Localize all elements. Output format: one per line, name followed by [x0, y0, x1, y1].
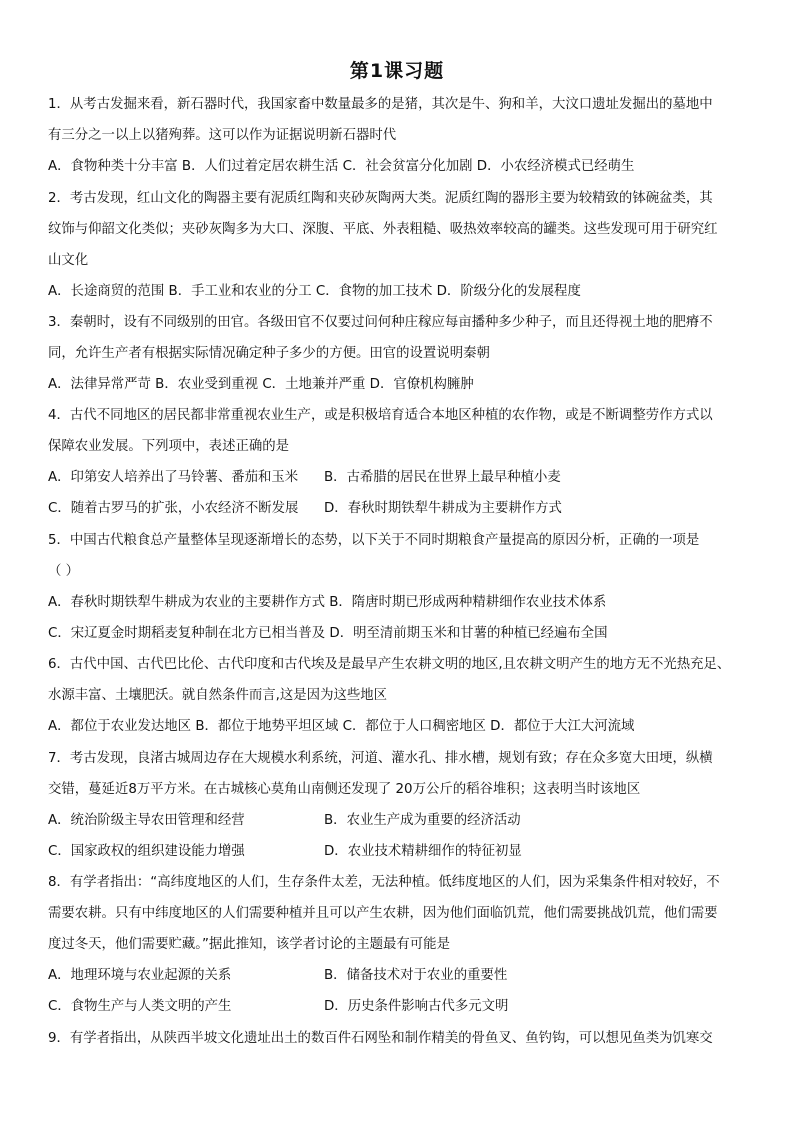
question-2-line-2: 纹饰与仰韶文化类似；夹砂灰陶多为大口、深腹、平底、外表粗糙、吸热效率较高的罐类。这些发现可用于研究红: [48, 222, 718, 237]
question-5-options-ab: A．春秋时期铁犁牛耕成为农业的主要耕作方式 B．隋唐时期已形成两种精耕细作农业技术体系: [48, 595, 607, 610]
question-7-line-1: 7．考古发现，良渚古城周边存在大规模水利系统，河道、灌水孔、排水槽，规划有致；存在众多宽大田埂，纵横: [48, 751, 713, 766]
question-5-line-1: 5．中国古代粮食总产量整体呈现逐渐增长的态势，以下关于不同时期粮食产量提高的原因分析，正确的一项是: [48, 533, 700, 548]
question-5-options-cd: C．宋辽夏金时期稻麦复种制在北方已相当普及 D．明至清前期玉米和甘薯的种植已经遍布全国: [48, 626, 608, 641]
question-4-line-2: 保障农业发展。下列项中，表述正确的是: [48, 439, 290, 454]
question-4-option-b: B．古希腊的居民在世界上最早种植小麦: [324, 470, 561, 485]
question-3-line-2: 同，允许生产者有根据实际情况确定种子多少的方便。田官的设置说明秦朝: [48, 346, 490, 361]
question-3-line-1: 3．秦朝时，设有不同级别的田官。各级田官不仅要过问何种庄稼应每亩播种多少种子，而且还得视土地的肥瘠不: [48, 315, 713, 330]
question-7-option-c: C．国家政权的组织建设能力增强: [48, 844, 245, 859]
question-7-option-d: D．农业技术精耕细作的特征初显: [324, 844, 522, 859]
question-8-line-1: 8．有学者指出：“高纬度地区的人们，生存条件太差，无法种植。低纬度地区的人们，因为采集条件相对较好，不: [48, 875, 720, 890]
question-1-options: A．食物种类十分丰富 B．人们过着定居农耕生活 C．社会贫富分化加剧 D．小农经济模式已经萌生: [48, 159, 635, 174]
question-8-line-2: 需要农耕。只有中纬度地区的人们需要种植并且可以产生农耕，因为他们面临饥荒，他们需要挑战饥荒，他们需要: [48, 906, 718, 921]
question-8-option-d: D．历史条件影响古代多元文明: [324, 999, 509, 1014]
question-6-line-2: 水源丰富、土壤肥沃。就自然条件而言,这是因为这些地区: [48, 688, 388, 703]
question-8-option-a: A．地理环境与农业起源的关系: [48, 968, 232, 983]
question-7-option-a: A．统治阶级主导农田管理和经营: [48, 813, 245, 828]
question-4-option-c: C．随着古罗马的扩张，小农经济不断发展: [48, 501, 299, 516]
question-4-option-a: A．印第安人培养出了马铃薯、番茄和玉米: [48, 470, 299, 485]
question-2-line-1: 2．考古发现，红山文化的陶器主要有泥质红陶和夹砂灰陶两大类。泥质红陶的器形主要为较精致的钵碗盆类，其: [48, 191, 713, 206]
question-6-options: A．都位于农业发达地区 B．都位于地势平坦区域 C．都位于人口稠密地区 D．都位于大江大河流域: [48, 719, 635, 734]
question-7-line-2: 交错，蔓延近8万平方米。在古城核心莫角山南侧还发现了 20万公斤的稻谷堆积；这表明当时该地区: [48, 782, 641, 797]
question-4-option-d: D．春秋时期铁犁牛耕成为主要耕作方式: [324, 501, 562, 516]
question-2-options: A．长途商贸的范围 B．手工业和农业的分工 C．食物的加工技术 D．阶级分化的发展程度: [48, 284, 581, 299]
question-4-line-1: 4．古代不同地区的居民都非常重视农业生产，或是积极培育适合本地区种植的农作物，或是不断调整劳作方式以: [48, 408, 713, 423]
question-8-option-c: C．食物生产与人类文明的产生: [48, 999, 232, 1014]
question-1-line-2: 有三分之一以上以猪殉葬。这可以作为证据说明新石器时代: [48, 128, 397, 143]
question-7-option-b: B．农业生产成为重要的经济活动: [324, 813, 521, 828]
question-3-options: A．法律异常严苛 B．农业受到重视 C．土地兼并严重 D．官僚机构臃肿: [48, 377, 474, 392]
question-1-line-1: 1．从考古发掘来看，新石器时代，我国家畜中数量最多的是猪，其次是牛、狗和羊，大汶口遗址发掘出的墓地中: [48, 97, 713, 112]
question-9-line-1: 9．有学者指出，从陕西半坡文化遗址出土的数百件石网坠和制作精美的骨鱼叉、鱼钓钩，可以想见鱼类为饥寒交: [48, 1031, 713, 1046]
question-5-line-2: （ ）: [48, 564, 80, 579]
question-2-line-3: 山文化: [48, 253, 89, 268]
page-title: 第1课习题: [349, 60, 445, 82]
question-8-option-b: B．储备技术对于农业的重要性: [324, 968, 508, 983]
question-8-line-3: 度过冬天，他们需要贮藏。”据此推知，该学者讨论的主题最有可能是: [48, 937, 450, 952]
question-6-line-1: 6．古代中国、古代巴比伦、古代印度和古代埃及是最早产生农耕文明的地区,且农耕文明产生的地方无不光热充足、: [48, 657, 731, 672]
